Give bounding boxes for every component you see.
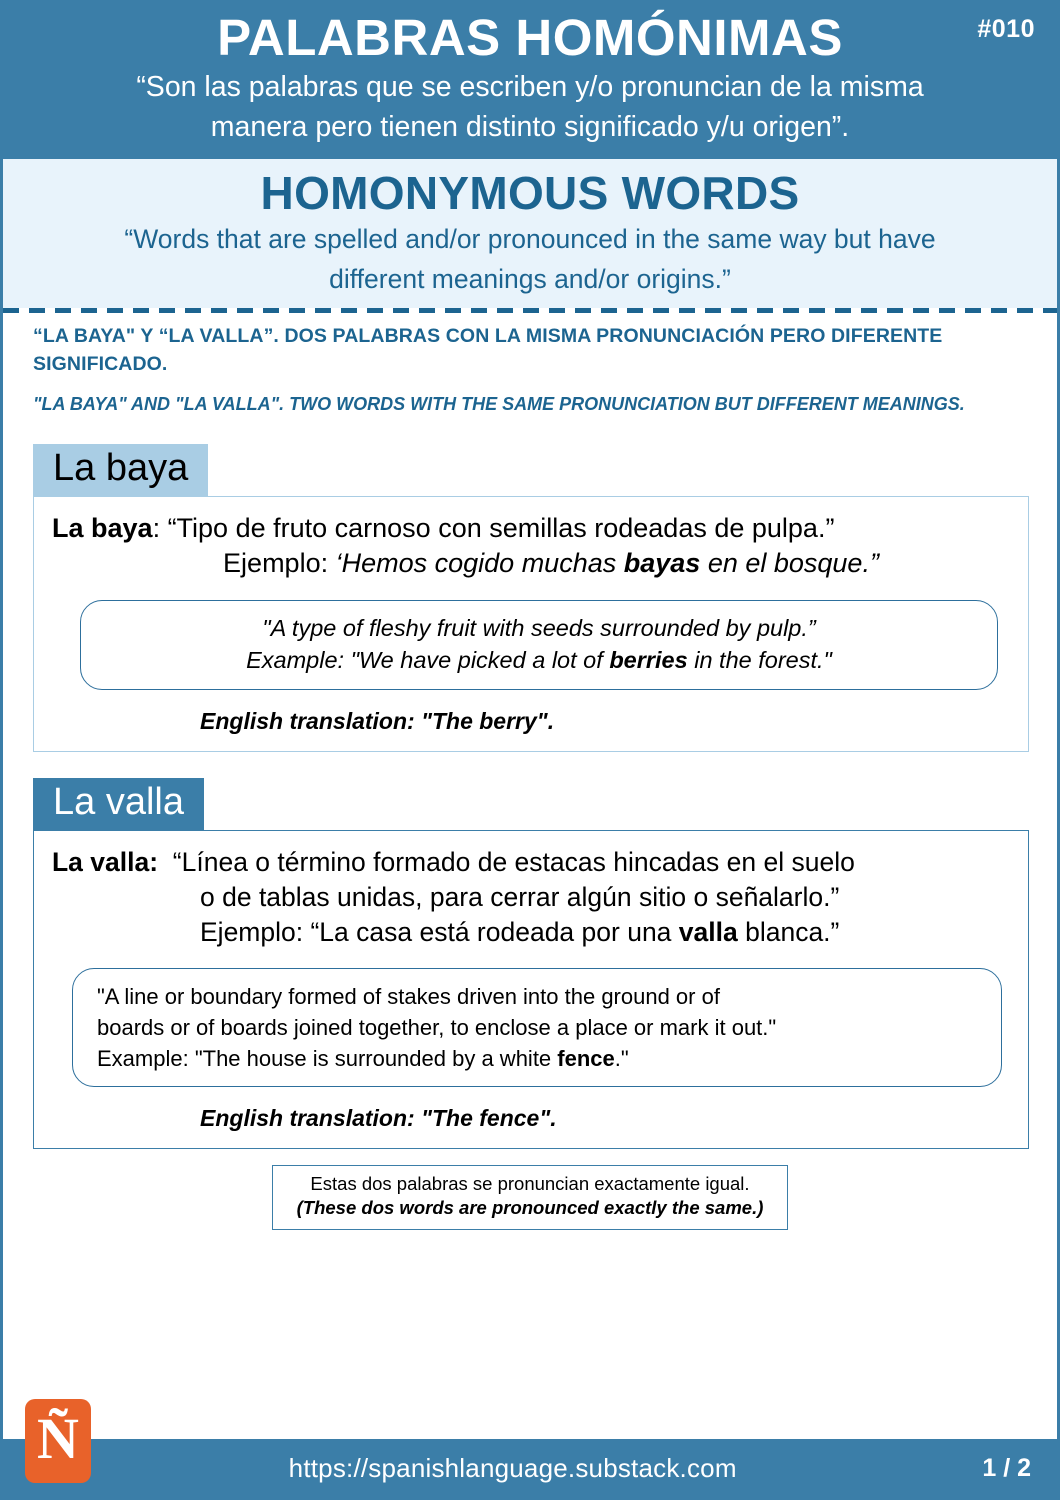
term-la-valla: La valla: <box>52 846 159 877</box>
definition-text-la-baya: : “Tipo de fruto carnoso con semillas rodeadas de pulpa.” <box>152 512 835 543</box>
card-number: #010 <box>977 15 1035 43</box>
definition-la-valla-line1 <box>52 845 1010 880</box>
example-text-la-baya-part2: en el bosque.” <box>700 548 879 579</box>
definition-la-valla <box>52 845 1010 950</box>
intro-english: "LA BAYA" AND "LA VALLA". TWO WORDS WITH THE SAME PRONUNCIATION BUT DIFFERENT MEANINGS. <box>33 394 965 415</box>
bubble-line-2 <box>97 645 981 677</box>
page-title-spanish: PALABRAS HOMÓNIMAS <box>217 9 843 66</box>
english-bubble-la-baya <box>80 600 998 690</box>
bubble-valla-line-3-part2: ." <box>614 1046 629 1072</box>
section-la-valla <box>33 778 1029 1149</box>
word-tab-la-valla: La valla <box>33 778 204 830</box>
example-la-valla-part2: blanca.” <box>737 916 840 947</box>
brand-logo-icon <box>25 1399 91 1483</box>
subtitle-english-line2: different meanings and/or origins.” <box>329 263 731 294</box>
intro-block <box>3 313 1057 418</box>
example-la-baya <box>52 546 1010 582</box>
footer-bar <box>3 1439 1057 1497</box>
subtitle-spanish-line2: manera pero tienen distinto significado y/u origen”. <box>210 110 850 143</box>
intro-spanish: “LA BAYA" Y “LA VALLA”. DOS PALABRAS CON LA MISMA PRONUNCIACIÓN PERO DIFERENTE SIGNIFICADO. <box>33 325 943 375</box>
example-text-la-baya-part1: ‘Hemos cogido muchas <box>335 548 624 579</box>
word-box-la-valla <box>33 830 1029 1150</box>
bubble-bold-fence: fence <box>557 1046 615 1072</box>
bubble-line-2-part1: Example: "We have picked a lot of <box>246 647 610 674</box>
bubble-line-1: "A type of fleshy fruit with seeds surrounded by pulp.” <box>262 615 816 642</box>
note-line-english: (These dos words are pronounced exactly the same.) <box>296 1197 764 1219</box>
bubble-valla-line-1: "A line or boundary formed of stakes driven into the ground or of <box>97 983 720 1009</box>
term-la-baya: La baya <box>52 512 153 543</box>
section-la-baya <box>33 444 1029 752</box>
header <box>3 3 1057 159</box>
bubble-valla-line-3-part1: Example: "The house is surrounded by a white <box>97 1046 558 1072</box>
example-bold-bayas: bayas <box>623 548 701 579</box>
logo-letter: Ñ <box>37 1406 79 1471</box>
example-label-la-baya: Ejemplo: <box>223 548 329 579</box>
example-bold-valla: valla <box>678 916 738 947</box>
english-bubble-la-valla <box>72 968 1002 1088</box>
page-title-english: HOMONYMOUS WORDS <box>260 166 800 219</box>
subtitle-spanish-line1: “Son las palabras que se escriben y/o pronuncian de la misma <box>136 70 924 103</box>
translation-la-valla: English translation: "The fence". <box>200 1105 557 1132</box>
word-box-la-baya <box>33 496 1029 753</box>
note-line-spanish: Estas dos palabras se pronuncian exactamente igual. <box>310 1173 750 1195</box>
definition-la-valla-line2: o de tablas unidas, para cerrar algún sitio o señalarlo.” <box>200 881 840 912</box>
footer-url[interactable]: https://spanishlanguage.substack.com <box>288 1452 737 1483</box>
bubble-line-2-part2: in the forest." <box>687 647 832 674</box>
definition-la-baya <box>52 511 1010 547</box>
bubble-bold-berries: berries <box>609 647 688 674</box>
page-number: 1 / 2 <box>982 1453 1031 1482</box>
bubble-valla-line-2: boards or of boards joined together, to enclose a place or mark it out." <box>97 1014 777 1040</box>
definition-la-valla-text1: “Línea o término formado de estacas hincadas en el suelo <box>172 846 855 877</box>
translation-la-baya: English translation: "The berry". <box>200 708 555 735</box>
pronunciation-note <box>272 1165 788 1229</box>
english-header-band <box>3 159 1057 308</box>
subtitle-english-line1: “Words that are spelled and/or pronounced in the same way but have <box>124 224 936 255</box>
bubble-valla-line-3 <box>97 1043 985 1074</box>
example-la-valla <box>52 915 1010 950</box>
example-la-valla-part1: “La casa está rodeada por una <box>310 916 679 947</box>
example-label-la-valla: Ejemplo: <box>200 916 311 947</box>
word-tab-la-baya: La baya <box>33 444 208 496</box>
